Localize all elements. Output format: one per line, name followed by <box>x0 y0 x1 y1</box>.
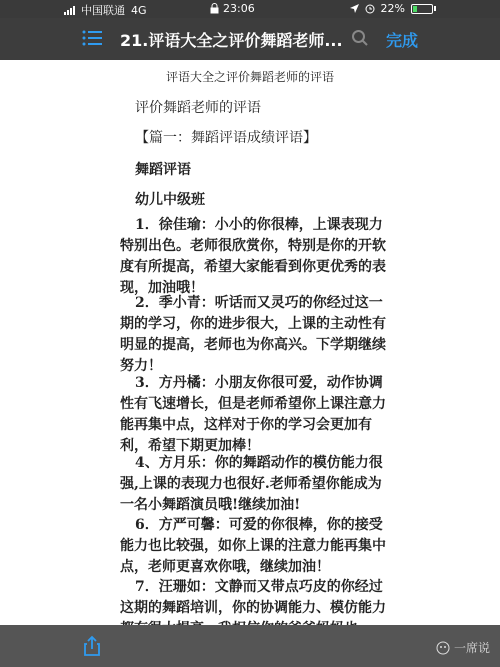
nav-bar <box>0 18 500 60</box>
page-title: 21.评语大全之评价舞蹈老师... <box>120 31 343 50</box>
comment-item: 1．徐佳瑜：小小的你很棒，上课表现力特别出色。老师很欣赏你，特别是你的开软度有所提高，希望大家能看到你更优秀的表现，加油哦！ <box>120 217 386 296</box>
comment-item: 3．方丹橘：小朋友你很可爱，动作协调性有飞速增长，但是老师希望你上课注意力能再集中点，这样对于你的学习会更加有利，希望下期更加棒！ <box>120 375 386 454</box>
section-title: 【篇一：舞蹈评语成绩评语】 <box>135 130 317 146</box>
document-content <box>0 60 500 625</box>
comment-item: 6．方严可馨：可爱的你很棒，你的接受能力也比较强，如你上课的注意力能再集中点，老师更喜欢你哦，继续加油！ <box>120 517 386 575</box>
comment-item: 2．季小青：听话而又灵巧的你经过这一期的学习，你的进步很大，上课的主动性有明显的提高，老师也为你高兴。下学期继续努力！ <box>120 295 386 374</box>
watermark <box>436 639 490 656</box>
carrier-label: 中国联通 <box>81 4 125 17</box>
document-intro: 评价舞蹈老师的评语 <box>135 100 261 116</box>
document-title: 评语大全之评价舞蹈老师的评语 <box>165 70 334 84</box>
list-menu-icon[interactable] <box>82 29 102 47</box>
watermark-text: 一席说 <box>453 641 490 655</box>
class-heading: 幼儿中级班 <box>135 192 205 208</box>
comment-item: 4、方月乐：你的舞蹈动作的模仿能力很强,上课的表现力也很好.老师希望你能成为一名小舞蹈演员哦!继续加油! <box>120 455 383 513</box>
battery-icon <box>411 4 436 14</box>
battery-percent: 22% <box>380 2 405 15</box>
signal-icon <box>64 5 75 15</box>
lock-icon <box>210 3 219 14</box>
done-button[interactable]: 完成 <box>386 31 419 50</box>
time-label: 23:06 <box>223 2 255 15</box>
section-heading: 舞蹈评语 <box>135 162 191 178</box>
share-icon[interactable] <box>82 636 102 656</box>
search-icon[interactable] <box>351 29 369 47</box>
alarm-icon <box>365 4 375 14</box>
comment-item: 7．汪珊如：文静而又带点巧皮的你经过这期的舞蹈培训，你的协调能力、模仿能力 <box>120 579 386 616</box>
bottom-toolbar <box>0 625 500 667</box>
location-icon <box>350 4 359 13</box>
status-bar <box>0 0 500 18</box>
watermark-logo-icon <box>436 641 450 655</box>
network-label: 4G <box>131 3 147 17</box>
